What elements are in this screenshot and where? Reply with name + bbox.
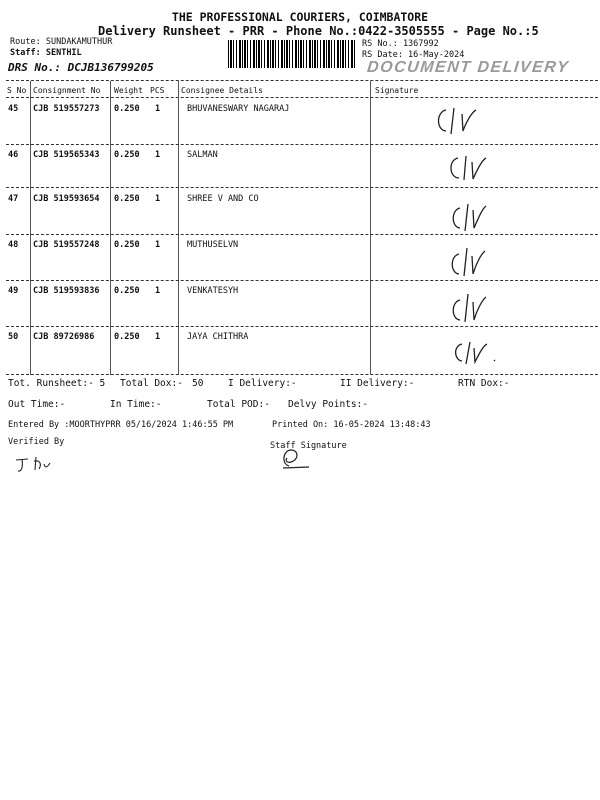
staff-signature-label: Staff Signature	[270, 441, 347, 451]
col-header-consignee: Consignee Details	[181, 86, 263, 95]
row-weight: 0.250	[114, 194, 140, 204]
company-title: THE PROFESSIONAL COURIERS, COIMBATORE	[171, 10, 429, 24]
row-weight: 0.250	[114, 104, 140, 114]
col-divider-1	[30, 81, 31, 375]
handwritten-signature	[448, 198, 508, 232]
row-divider	[6, 326, 598, 327]
drs-value: DCJB136799205	[67, 61, 154, 74]
route-label: Route:	[10, 37, 41, 47]
col-divider-3	[178, 81, 179, 375]
row-consignee: SHREE V AND CO	[187, 194, 259, 204]
document-delivery-stamp: DOCUMENT DELIVERY	[366, 59, 571, 76]
table-bottom-rule	[6, 374, 598, 375]
col-header-consignment: Consignment No	[33, 86, 101, 95]
entered-by: Entered By :MOORTHYPRR 05/16/2024 1:46:55 PM	[8, 420, 234, 430]
rtn-dox: RTN Dox:-	[458, 378, 510, 389]
header-bottom-rule	[6, 97, 598, 98]
row-sno: 49	[8, 286, 19, 296]
handwritten-signature	[447, 242, 507, 278]
row-divider	[6, 187, 598, 188]
handwritten-signature	[446, 150, 506, 182]
col-header-signature: Signature	[375, 86, 419, 95]
row-consignee: MUTHUSELVN	[187, 240, 239, 250]
col-header-weight: Weight	[114, 86, 143, 95]
staff-label: Staff:	[10, 48, 41, 58]
col-header-pcs: PCS	[150, 86, 165, 95]
tot-runsheet: Tot. Runsheet:- 5	[8, 378, 106, 389]
rs-date: RS Date: 16-May-2024	[362, 50, 465, 60]
delvy-points: Delvy Points:-	[288, 399, 369, 410]
row-consignee: JAYA CHITHRA	[187, 332, 249, 342]
row-consignment: CJB 519593836	[33, 286, 100, 296]
drs-label: DRS No.:	[8, 61, 61, 74]
staff-signature-mark	[279, 446, 329, 476]
col-header-sno: S No	[7, 86, 27, 95]
row-weight: 0.250	[114, 286, 140, 296]
row-weight: 0.250	[114, 240, 140, 250]
runsheet-title: Delivery Runsheet - PRR - Phone No.:0422-3505555 - Page No.:5	[98, 24, 539, 38]
verified-by-signature	[14, 454, 64, 480]
row-divider	[6, 144, 598, 145]
row-weight: 0.250	[114, 150, 140, 160]
row-weight: 0.250	[114, 332, 140, 342]
row-consignee: VENKATESYH	[187, 286, 239, 296]
row-pcs: 1	[155, 332, 161, 342]
barcode-image	[228, 40, 356, 68]
row-sno: 46	[8, 150, 19, 160]
handwritten-signature	[450, 338, 510, 366]
row-pcs: 1	[155, 286, 161, 296]
row-consignment: CJB 519557273	[33, 104, 100, 114]
row-consignment: CJB 519565343	[33, 150, 100, 160]
row-consignment: CJB 519593654	[33, 194, 100, 204]
row-sno: 45	[8, 104, 19, 114]
row-pcs: 1	[155, 150, 161, 160]
row-consignment: CJB 89726986	[33, 332, 95, 342]
col-divider-2	[110, 81, 111, 375]
i-delivery: I Delivery:-	[228, 378, 297, 389]
ii-delivery: II Delivery:-	[340, 378, 415, 389]
drs-line	[8, 61, 154, 74]
row-sno: 50	[8, 332, 19, 342]
handwritten-signature	[432, 104, 492, 136]
out-time: Out Time:-	[8, 399, 66, 410]
col-divider-4	[370, 81, 371, 375]
row-pcs: 1	[155, 240, 161, 250]
route-value: SUNDAKAMUTHUR	[45, 37, 113, 47]
verified-by-label: Verified By	[8, 437, 65, 447]
row-consignee: SALMAN	[187, 150, 218, 160]
staff-line	[10, 48, 82, 58]
table-top-rule	[6, 80, 598, 81]
row-divider	[6, 234, 598, 235]
row-sno: 47	[8, 194, 19, 204]
in-time: In Time:-	[110, 399, 162, 410]
row-pcs: 1	[155, 104, 161, 114]
handwritten-signature	[448, 288, 508, 324]
total-dox-label: Total Dox:-	[120, 378, 183, 389]
total-pod: Total POD:-	[207, 399, 270, 410]
printed-on: Printed On: 16-05-2024 13:48:43	[272, 420, 431, 430]
row-consignment: CJB 519557248	[33, 240, 100, 250]
route-line	[10, 37, 112, 47]
row-pcs: 1	[155, 194, 161, 204]
total-dox-value: 50	[192, 378, 204, 389]
staff-value: SENTHIL	[45, 48, 82, 58]
row-divider	[6, 280, 598, 281]
row-sno: 48	[8, 240, 19, 250]
row-consignee: BHUVANESWARY NAGARAJ	[187, 104, 290, 114]
rs-number: RS No.: 1367992	[362, 39, 439, 49]
